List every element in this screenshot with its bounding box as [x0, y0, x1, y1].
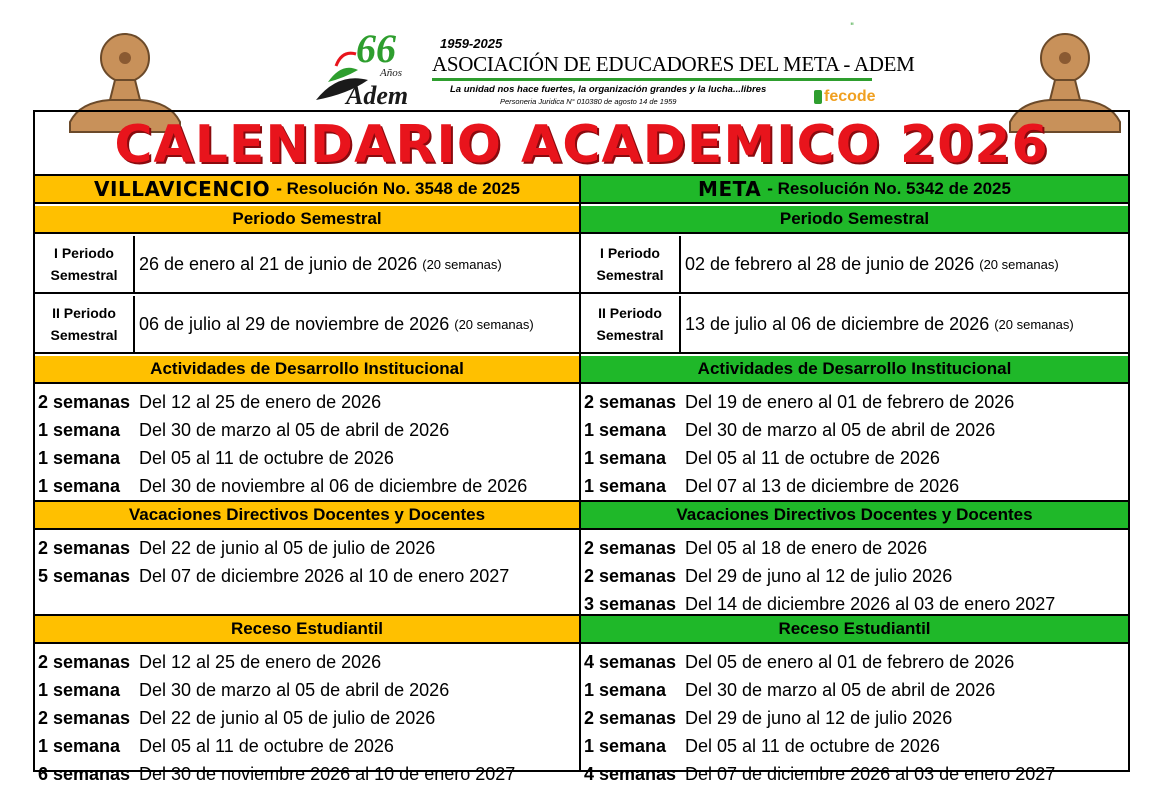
list-item — [35, 676, 579, 704]
weeks-count: 2 semanas — [584, 565, 677, 586]
vacations-list — [581, 532, 1128, 616]
period-label-line: Semestral — [596, 267, 664, 283]
period-row — [581, 236, 1128, 294]
period-weeks: (20 semanas) — [994, 316, 1074, 332]
weeks-count: 3 semanas — [584, 593, 677, 614]
weeks-count: 2 semanas — [584, 537, 677, 558]
weeks-count: 2 semanas — [584, 707, 677, 728]
period-range: 13 de julio al 06 de diciembre de 2026 — [685, 313, 990, 334]
weeks-count: 2 semanas — [38, 537, 131, 558]
city-name: META — [698, 177, 762, 201]
period-row — [35, 296, 579, 354]
date-range: Del 30 de noviembre 2026 al 10 de enero 2027 — [139, 763, 516, 784]
date-range: Del 29 de juno al 12 de julio 2026 — [685, 565, 953, 586]
vacations-heading: Vacaciones Directivos Docentes y Docentes — [581, 502, 1128, 530]
period-range: 26 de enero al 21 de junio de 2026 — [139, 253, 418, 274]
list-item — [35, 704, 579, 732]
period-label-line: II Periodo — [52, 305, 116, 321]
list-item — [581, 416, 1128, 444]
period-value — [135, 236, 579, 292]
weeks-count: 1 semana — [584, 735, 667, 756]
weeks-count: 1 semana — [38, 679, 121, 700]
date-range: Del 30 de marzo al 05 de abril de 2026 — [139, 679, 450, 700]
date-range: Del 30 de noviembre al 06 de diciembre de 2026 — [139, 475, 528, 496]
list-item — [581, 760, 1128, 788]
weeks-count: 2 semanas — [38, 651, 131, 672]
list-item — [581, 676, 1128, 704]
weeks-count: 1 semana — [38, 419, 121, 440]
period-label-line: Semestral — [50, 267, 118, 283]
fecode-mark-icon — [814, 90, 822, 104]
period-label-line: I Periodo — [54, 245, 114, 261]
period-label-line: Semestral — [50, 327, 118, 343]
title-row — [35, 112, 1128, 176]
activities-heading: Actividades de Desarrollo Institucional — [581, 356, 1128, 384]
date-range: Del 05 de enero al 01 de febrero de 2026 — [685, 651, 1015, 672]
period-row — [581, 296, 1128, 354]
list-item — [35, 648, 579, 676]
date-range: Del 05 al 18 de enero de 2026 — [685, 537, 928, 558]
list-item — [581, 590, 1128, 618]
weeks-count: 1 semana — [38, 735, 121, 756]
list-item — [581, 648, 1128, 676]
vacations-heading: Vacaciones Directivos Docentes y Docentes — [35, 502, 579, 530]
activities-heading: Actividades de Desarrollo Institucional — [35, 356, 579, 384]
weeks-count: 1 semana — [38, 447, 121, 468]
activities-list — [35, 386, 579, 502]
period-label — [581, 296, 681, 352]
recess-list — [581, 646, 1128, 784]
date-range: Del 29 de juno al 12 de julio 2026 — [685, 707, 953, 728]
period-value — [135, 296, 579, 352]
list-item — [35, 732, 579, 760]
recess-heading: Receso Estudiantil — [581, 616, 1128, 644]
date-range: Del 05 al 11 de octubre de 2026 — [139, 447, 394, 468]
date-range: Del 30 de marzo al 05 de abril de 2026 — [685, 679, 996, 700]
weeks-count: 4 semanas — [584, 763, 677, 784]
weeks-count: 1 semana — [38, 475, 121, 496]
period-heading: Periodo Semestral — [35, 206, 579, 234]
activities-list — [581, 386, 1128, 502]
date-range: Del 30 de marzo al 05 de abril de 2026 — [685, 419, 996, 440]
date-range: Del 12 al 25 de enero de 2026 — [139, 391, 382, 412]
period-weeks: (20 semanas) — [979, 256, 1059, 272]
weeks-count: 4 semanas — [584, 651, 677, 672]
svg-text:Adem: Adem — [346, 81, 409, 110]
meta-column — [581, 176, 1128, 784]
recess-heading: Receso Estudiantil — [35, 616, 579, 644]
page-title: CALENDARIO ACADEMICO 2026 — [114, 115, 1049, 175]
date-range: Del 07 de diciembre 2026 al 10 de enero 2027 — [139, 565, 510, 586]
period-weeks: (20 semanas) — [422, 256, 502, 272]
date-range: Del 05 al 11 de octubre de 2026 — [139, 735, 394, 756]
list-item — [581, 444, 1128, 472]
fecode-label: fecode — [824, 88, 876, 105]
association-name: ASOCIACIÓN DE EDUCADORES DEL META - ADEM — [432, 52, 915, 76]
recess-list — [35, 646, 579, 784]
period-row — [35, 236, 579, 294]
slogan: La unidad nos hace fuertes, la organización grandes y la lucha...libres — [450, 84, 767, 95]
date-range: Del 05 al 11 de octubre de 2026 — [685, 447, 940, 468]
list-item — [35, 388, 579, 416]
resolution-label: - Resolución No. 3548 de 2025 — [276, 179, 520, 198]
period-value — [681, 236, 1128, 292]
svg-text:66: 66 — [356, 26, 396, 71]
date-range: Del 22 de junio al 05 de julio de 2026 — [139, 537, 436, 558]
list-item — [35, 562, 579, 590]
quote-mark: " — [850, 22, 855, 32]
years-label: 1959-2025 — [440, 36, 503, 51]
period-heading: Periodo Semestral — [581, 206, 1128, 234]
city-name: VILLAVICENCIO — [94, 177, 271, 201]
date-range: Del 19 de enero al 01 de febrero de 2026 — [685, 391, 1015, 412]
calendar-table — [33, 110, 1130, 784]
villavicencio-column — [35, 176, 581, 784]
date-range: Del 22 de junio al 05 de julio de 2026 — [139, 707, 436, 728]
period-value — [681, 296, 1128, 352]
period-label — [35, 296, 135, 352]
fecode-logo — [814, 88, 876, 106]
list-item — [581, 388, 1128, 416]
weeks-count: 6 semanas — [38, 763, 131, 784]
vacations-list — [35, 532, 579, 616]
weeks-count: 2 semanas — [38, 391, 131, 412]
period-label — [581, 236, 681, 292]
date-range: Del 05 al 11 de octubre de 2026 — [685, 735, 940, 756]
list-item — [35, 760, 579, 788]
list-item — [581, 472, 1128, 500]
period-range: 02 de febrero al 28 de junio de 2026 — [685, 253, 975, 274]
weeks-count: 2 semanas — [38, 707, 131, 728]
page-header — [0, 0, 1160, 110]
period-label-line: II Periodo — [598, 305, 662, 321]
date-range: Del 07 de diciembre 2026 al 03 de enero 2027 — [685, 763, 1056, 784]
list-item — [581, 562, 1128, 590]
date-range: Del 30 de marzo al 05 de abril de 2026 — [139, 419, 450, 440]
personeria-label: Personeria Juridica N° 010380 de agosto 14 de 1959 — [500, 97, 677, 106]
weeks-count: 2 semanas — [584, 391, 677, 412]
period-range: 06 de julio al 29 de noviembre de 2026 — [139, 313, 450, 334]
period-label-line: I Periodo — [600, 245, 660, 261]
weeks-count: 1 semana — [584, 419, 667, 440]
weeks-count: 5 semanas — [38, 565, 131, 586]
period-weeks: (20 semanas) — [454, 316, 534, 332]
divider — [432, 78, 872, 81]
adem-logo — [308, 22, 428, 110]
list-item — [581, 534, 1128, 562]
date-range: Del 12 al 25 de enero de 2026 — [139, 651, 382, 672]
list-item — [35, 416, 579, 444]
weeks-count: 1 semana — [584, 679, 667, 700]
svg-text:Años: Años — [380, 67, 402, 79]
period-label-line: Semestral — [596, 327, 664, 343]
list-item — [581, 732, 1128, 760]
weeks-count: 1 semana — [584, 475, 667, 496]
city-header — [35, 176, 579, 204]
list-item — [581, 704, 1128, 732]
period-label — [35, 236, 135, 292]
list-item — [35, 534, 579, 562]
list-item — [35, 444, 579, 472]
date-range: Del 14 de diciembre 2026 al 03 de enero 2027 — [685, 593, 1056, 614]
resolution-label: - Resolución No. 5342 de 2025 — [767, 179, 1011, 198]
city-header — [581, 176, 1128, 204]
weeks-count: 1 semana — [584, 447, 667, 468]
list-item — [35, 472, 579, 500]
date-range: Del 07 al 13 de diciembre de 2026 — [685, 475, 960, 496]
